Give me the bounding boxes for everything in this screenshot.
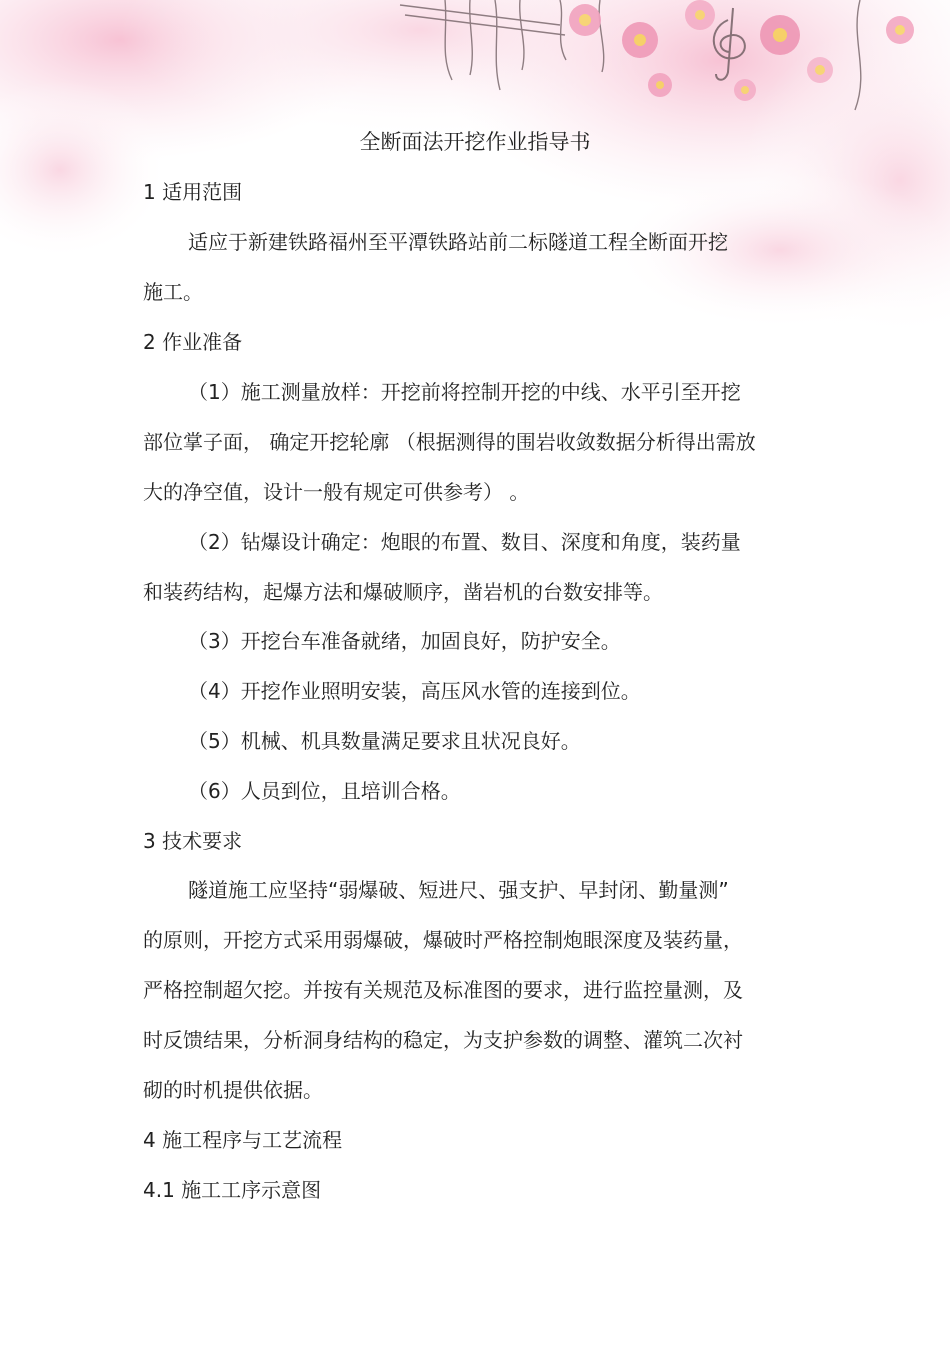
- section-2-item: （3）开挖台车准备就绪，加固良好，防护安全。: [188, 629, 621, 653]
- section-2-item: （5）机械、机具数量满足要求且状况良好。: [188, 729, 581, 753]
- section-2-heading: 2 作业准备: [143, 330, 243, 354]
- section-2-item: （6）人员到位，且培训合格。: [188, 779, 461, 803]
- section-2-item-line: （2）钻爆设计确定：炮眼的布置、数目、深度和角度，装药量: [188, 530, 741, 554]
- section-1-paragraph-line: 施工。: [143, 280, 203, 304]
- section-3-paragraph-line: 砌的时机提供依据。: [143, 1078, 323, 1102]
- section-2-item: （4）开挖作业照明安装，高压风水管的连接到位。: [188, 679, 641, 703]
- section-1-heading: 1 适用范围: [143, 180, 243, 204]
- section-3-paragraph-line: 的原则，开挖方式采用弱爆破，爆破时严格控制炮眼深度及装药量，: [143, 928, 743, 952]
- section-2-item-line: 部位掌子面， 确定开挖轮廓 （根据测得的围岩收敛数据分析得出需放: [143, 430, 756, 454]
- section-1-paragraph-line: 适应于新建铁路福州至平潭铁路站前二标隧道工程全断面开挖: [188, 230, 728, 254]
- section-2-item-line: 大的净空值，设计一般有规定可供参考） 。: [143, 480, 530, 504]
- section-3-paragraph-line: 时反馈结果，分析洞身结构的稳定，为支护参数的调整、灌筑二次衬: [143, 1028, 743, 1052]
- section-4-1-heading: 4.1 施工工序示意图: [143, 1178, 322, 1202]
- section-2-item-line: （1）施工测量放样：开挖前将控制开挖的中线、水平引至开挖: [188, 380, 741, 404]
- section-3-heading: 3 技术要求: [143, 829, 243, 853]
- section-4-heading: 4 施工程序与工艺流程: [143, 1128, 343, 1152]
- section-3-paragraph-line: 隧道施工应坚持“弱爆破、短进尺、强支护、早封闭、勤量测”: [188, 878, 729, 902]
- document-title: 全断面法开挖作业指导书: [359, 130, 591, 154]
- section-2-item-line: 和装药结构，起爆方法和爆破顺序，凿岩机的台数安排等。: [143, 580, 663, 604]
- section-3-paragraph-line: 严格控制超欠挖。并按有关规范及标准图的要求，进行监控量测，及: [143, 978, 743, 1002]
